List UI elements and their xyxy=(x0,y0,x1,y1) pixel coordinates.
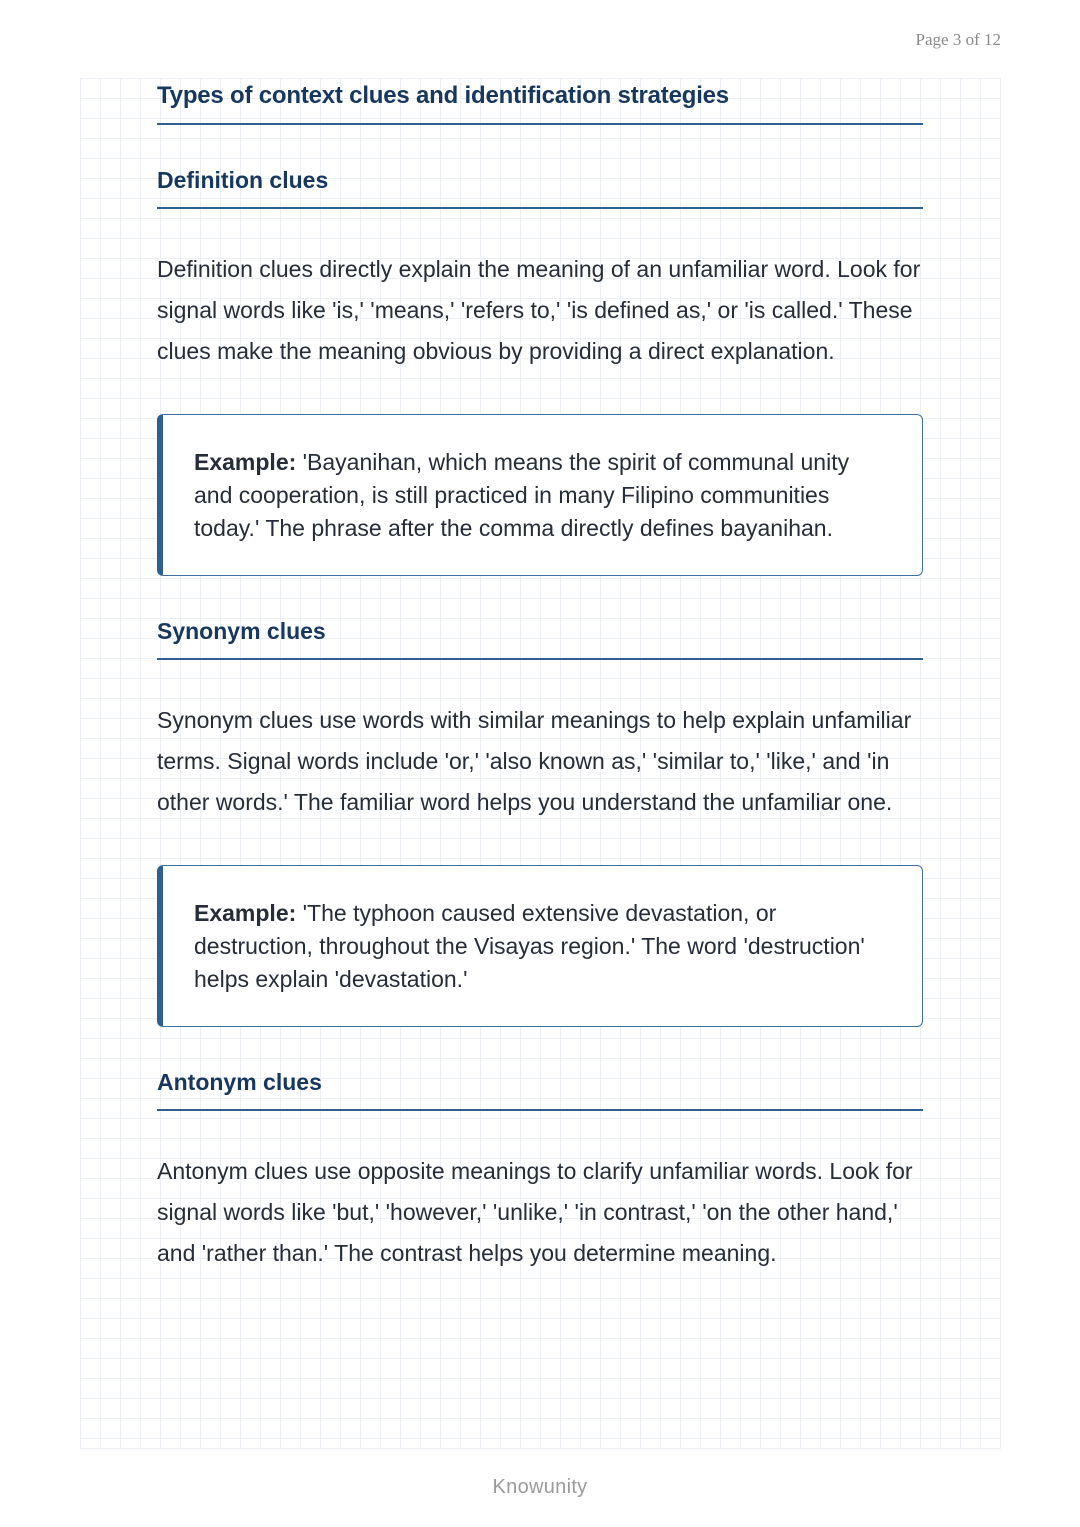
example-label: Example: xyxy=(194,900,297,926)
document-content xyxy=(157,78,923,1274)
example-text: 'Bayanihan, which means the spirit of communal unity and cooperation, is still practiced in many Filipino communities today.' The phrase after the comma directly defines bayanihan. xyxy=(194,449,850,541)
example-box-definition xyxy=(157,414,923,576)
example-box-synonym xyxy=(157,865,923,1027)
footer-brand: Knowunity xyxy=(492,1476,588,1498)
example-label: Example: xyxy=(194,449,297,475)
page-title: Types of context clues and identification strategies xyxy=(157,78,923,125)
section-heading-antonym: Antonym clues xyxy=(157,1069,923,1111)
page-number: Page 3 of 12 xyxy=(915,30,1001,49)
section-heading-synonym: Synonym clues xyxy=(157,618,923,660)
section-heading-definition: Definition clues xyxy=(157,167,923,209)
example-text: 'The typhoon caused extensive devastation, or destruction, throughout the Visayas region.' The word 'destruction' helps explain 'devastation.' xyxy=(194,900,865,992)
section-body-definition: Definition clues directly explain the meaning of an unfamiliar word. Look for signal words like 'is,' 'means,' 'refers to,' 'is defined as,' or 'is called.' These clues make the meaning obvious by providing a direct explanation. xyxy=(157,256,921,364)
section-body-synonym: Synonym clues use words with similar meanings to help explain unfamiliar terms. Signal words include 'or,' 'also known as,' 'similar to,' 'like,' and 'in other words.' The familiar word helps you understand the unfamiliar one. xyxy=(157,707,912,815)
section-body-antonym: Antonym clues use opposite meanings to clarify unfamiliar words. Look for signal words like 'but,' 'however,' 'unlike,' 'in contrast,' 'on the other hand,' and 'rather than.' The contrast helps you determine meaning. xyxy=(157,1158,913,1266)
